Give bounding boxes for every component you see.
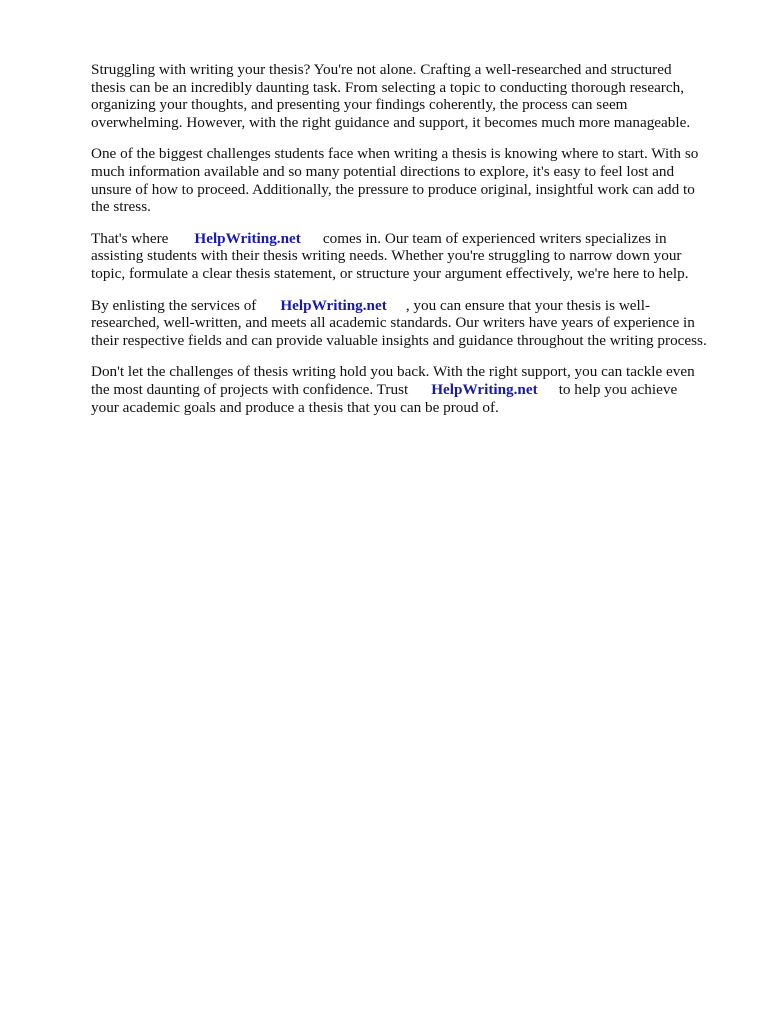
text-line: Don't let the challenges of thesis writing hold you back. With the right support, you can tackle even: [91, 363, 695, 381]
text-segment: That's where: [91, 229, 169, 247]
paragraph-challenges: [91, 145, 731, 215]
paragraph-service-intro: [91, 230, 731, 283]
text-line: assisting students with their thesis writing needs. Whether you're struggling to narrow down your: [91, 247, 682, 265]
text-line: [91, 230, 731, 248]
text-line: topic, formulate a clear thesis statement, or structure your argument effectively, we're here to help.: [91, 264, 689, 282]
text-line: organizing your thoughts, and presenting your findings coherently, the process can seem: [91, 96, 628, 114]
text-line: unsure of how to proceed. Additionally, the pressure to produce original, insightful work can add to: [91, 180, 695, 198]
text-segment: the most daunting of projects with confidence. Trust: [91, 380, 409, 398]
text-line: their respective fields and can provide valuable insights and guidance throughout the writing process.: [91, 331, 707, 349]
text-line: Struggling with writing your thesis? You're not alone. Crafting a well-researched and structured: [91, 61, 672, 78]
helpwriting-link[interactable]: HelpWriting.net: [280, 296, 387, 314]
helpwriting-link[interactable]: HelpWriting.net: [194, 229, 301, 247]
text-line: One of the biggest challenges students face when writing a thesis is knowing where to start. With so: [91, 145, 699, 163]
document-page: [91, 61, 731, 430]
text-segment: , you can ensure that your thesis is well-: [405, 296, 651, 314]
text-line: the stress.: [91, 198, 151, 216]
text-segment: to help you achieve: [558, 380, 678, 398]
paragraph-benefits: [91, 297, 731, 350]
text-line: overwhelming. However, with the right guidance and support, it becomes much more manageable.: [91, 113, 691, 131]
text-line: much information available and so many potential directions to explore, it's easy to feel lost and: [91, 162, 675, 180]
text-line: [91, 297, 731, 315]
text-line: thesis can be an incredibly daunting task. From selecting a topic to conducting thorough research,: [91, 78, 684, 96]
text-line: your academic goals and produce a thesis that you can be proud of.: [91, 398, 499, 416]
paragraph-conclusion: [91, 363, 731, 416]
text-segment: By enlisting the services of: [91, 296, 257, 314]
text-line: researched, well-written, and meets all academic standards. Our writers have years of experience in: [91, 314, 695, 332]
text-line: [91, 381, 731, 399]
helpwriting-link[interactable]: HelpWriting.net: [431, 380, 538, 398]
paragraph-intro: [91, 61, 731, 131]
text-segment: comes in. Our team of experienced writers specializes in: [322, 229, 667, 247]
